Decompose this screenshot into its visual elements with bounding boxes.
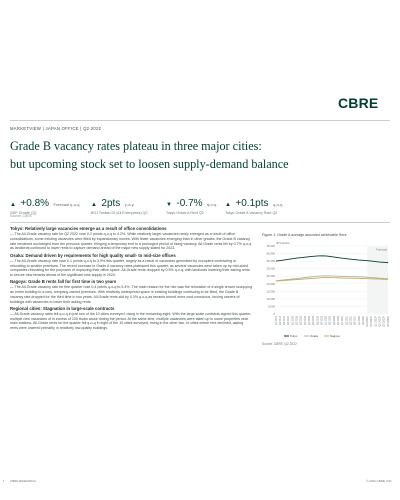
data-point-nagoya xyxy=(342,278,343,279)
y-tick-label: 45,000 xyxy=(266,244,275,248)
data-point-osaka xyxy=(326,276,327,277)
data-point-tokyo xyxy=(317,256,318,257)
data-point-osaka xyxy=(338,276,339,277)
unit-label: JPY/tsubo xyxy=(276,241,290,245)
data-point-osaka xyxy=(350,276,351,277)
data-point-tokyo xyxy=(330,256,331,257)
x-tick-label: Q2 2022 xyxy=(361,316,365,326)
section-regional xyxy=(10,306,252,331)
data-point-osaka xyxy=(288,279,289,280)
data-point-osaka xyxy=(342,276,343,277)
page-number: 1 xyxy=(3,479,5,483)
data-point-nagoya xyxy=(388,279,389,280)
data-point-tokyo xyxy=(375,261,376,262)
kpi-suffix: Forecast q-o-q xyxy=(53,202,80,207)
data-point-nagoya xyxy=(375,279,376,280)
data-point-tokyo xyxy=(326,256,327,257)
data-point-osaka xyxy=(359,277,360,278)
footer-left: CBRE RESEARCH xyxy=(10,479,36,483)
figure-source: Source: CBRE, Q2 2022 xyxy=(262,342,297,346)
data-point-osaka xyxy=(355,276,356,277)
data-point-nagoya xyxy=(363,278,364,279)
data-point-tokyo xyxy=(350,259,351,260)
kpi-tokyo-vacancy xyxy=(225,193,282,215)
y-tick-label: 0 xyxy=(273,312,275,316)
kpi-caption: Tokyo Grade A Vacancy Rate Q2 xyxy=(225,211,278,215)
data-point-tokyo xyxy=(359,260,360,261)
data-point-nagoya xyxy=(371,279,372,280)
page-headline xyxy=(10,137,390,173)
x-tick-label: Q4 2017 xyxy=(287,316,291,326)
x-tick-label: Q4 2021 xyxy=(353,316,357,326)
data-point-tokyo xyxy=(388,262,389,263)
x-tick-label: Q2 2023F xyxy=(378,316,382,327)
kpi-gdp xyxy=(10,193,80,215)
data-point-nagoya xyxy=(296,279,297,280)
data-point-tokyo xyxy=(276,261,277,262)
headline-line-1: Grade B vacancy rates plateau in three major cities: xyxy=(10,139,262,153)
data-point-nagoya xyxy=(359,278,360,279)
kpi-caption: Tokyo Grade A Rent Q2 xyxy=(166,211,204,215)
data-point-nagoya xyxy=(321,277,322,278)
data-point-tokyo xyxy=(305,257,306,258)
x-tick-label: Q4 2020 xyxy=(337,316,341,326)
x-tick-label: Q1 2023F xyxy=(374,316,378,327)
data-point-nagoya xyxy=(350,278,351,279)
x-tick-label: Q1 2020 xyxy=(324,316,328,326)
data-point-tokyo xyxy=(301,257,302,258)
cbre-logo: CBRE xyxy=(338,95,379,111)
data-point-nagoya xyxy=(346,278,347,279)
y-tick-label: 20,000 xyxy=(266,281,275,286)
data-point-osaka xyxy=(309,277,310,278)
data-point-tokyo xyxy=(379,262,380,263)
legend-label-nagoya: Nagoya xyxy=(330,334,340,338)
data-point-tokyo xyxy=(334,257,335,258)
body-rule xyxy=(10,222,390,223)
section-paragraph: — The All-Grade vacancy rate rose 0.1 points q-o-q to 3.9% this quarter, largely as a result of vacancies generated by occupiers contracting or relocating to smaller premises. The recent increase in Grade A vacancy rates plateaued this quarter, as several vacancies were taken up by mid-sized companies relocating for the purposes of improving their office space. All-Grade rents dropped by 0.5% q-o-q, with landlords lowering their asking rents to secure new tenants ahead of the significant new supply in 2024. xyxy=(10,258,250,277)
data-point-nagoya xyxy=(288,280,289,281)
data-point-tokyo xyxy=(367,260,368,261)
header-rule xyxy=(10,120,390,121)
data-point-osaka xyxy=(321,276,322,277)
data-point-osaka xyxy=(379,278,380,279)
data-point-osaka xyxy=(301,278,302,279)
kpi-tankan xyxy=(91,193,147,215)
x-tick-label: Q1 2019 xyxy=(307,316,311,326)
y-tick-label: 40,000 xyxy=(266,251,275,256)
data-point-tokyo xyxy=(384,262,385,263)
forecast-label: Forecast xyxy=(376,247,387,252)
x-tick-label: Q4 2018 xyxy=(303,316,307,326)
x-tick-label: Q2 2017 xyxy=(278,316,282,326)
data-point-tokyo xyxy=(313,256,314,257)
kpi-source: Source: CBRE xyxy=(10,214,33,218)
data-point-tokyo xyxy=(338,257,339,258)
data-point-tokyo xyxy=(355,259,356,260)
data-point-tokyo xyxy=(288,259,289,260)
data-point-osaka xyxy=(371,277,372,278)
up-arrow-icon: ▲ xyxy=(225,202,231,208)
footer-right: © 2022 CBRE, INC. xyxy=(366,479,393,483)
data-point-nagoya xyxy=(379,279,380,280)
data-point-nagoya xyxy=(338,278,339,279)
section-tokyo xyxy=(10,226,252,251)
data-point-nagoya xyxy=(330,277,331,278)
kpi-tokyo-rent xyxy=(166,193,216,215)
kpi-suffix: y-o-y xyxy=(124,202,134,207)
data-point-tokyo xyxy=(309,256,310,257)
data-point-tokyo xyxy=(363,260,364,261)
data-point-nagoya xyxy=(276,281,277,282)
data-point-nagoya xyxy=(292,280,293,281)
data-point-osaka xyxy=(317,276,318,277)
x-tick-label: Q1 2018 xyxy=(291,316,295,326)
y-tick-label: 10,000 xyxy=(266,296,275,301)
x-tick-label: Q2 2020 xyxy=(328,316,332,326)
x-tick-label: Q3 2021 xyxy=(349,316,353,326)
data-point-osaka xyxy=(313,276,314,277)
data-point-osaka xyxy=(330,276,331,277)
kpi-value: -0.7% xyxy=(176,198,203,209)
data-point-osaka xyxy=(292,279,293,280)
data-point-nagoya xyxy=(284,280,285,281)
data-point-osaka xyxy=(346,276,347,277)
data-point-nagoya xyxy=(384,279,385,280)
x-tick-label: Q2 2021 xyxy=(345,316,349,326)
data-point-osaka xyxy=(334,276,335,277)
data-point-tokyo xyxy=(284,260,285,261)
rent-line-chart xyxy=(260,238,392,338)
x-tick-label: Q2 2019 xyxy=(312,316,316,326)
x-tick-label: Q4 2019 xyxy=(320,316,324,326)
report-topline: MARKETVIEW | JAPAN OFFICE | Q2 2022 xyxy=(10,126,102,131)
data-point-osaka xyxy=(384,278,385,279)
section-paragraph: — All-Grade vacancy rates fell q-o-q in just two of the 10 cities surveyed, rising in the remaining eight. With the large-scale contracts signed this quarter, multiple new vacancies of in excess of 100 tsubo arose during the period. At the same time, multiple vacancies were taken up in some properties near main stations. All-Grade rents for the quarter fell q-o-q in eight of the 10 cities surveyed, rising in the other two. In cities where rent declined, asking rents were lowered primarily in relatively low-quality buildings. xyxy=(10,312,252,331)
x-tick-label: Q3 2022F xyxy=(366,316,370,327)
up-arrow-icon: ▲ xyxy=(10,202,16,208)
x-tick-label: Q3 2020 xyxy=(332,316,336,326)
kpi-caption: BOJ Tankan DI (All Enterprises) Q2 xyxy=(91,211,148,215)
data-point-tokyo xyxy=(371,261,372,262)
data-point-osaka xyxy=(296,278,297,279)
figure-title: Figure 1: Grade A average assumed achievable Rent xyxy=(262,233,347,237)
section-heading: Osaka: Demand driven by requirements for high quality small- to mid-size offices xyxy=(10,252,176,258)
kpi-caption: GDP Growth (Q) xyxy=(10,211,37,215)
kpi-value: +0.1pts xyxy=(235,198,269,209)
data-point-nagoya xyxy=(317,278,318,279)
x-tick-label: Q3 2018 xyxy=(299,316,303,326)
y-tick-label: 30,000 xyxy=(266,266,275,271)
kpi-suffix: q-o-q xyxy=(206,202,217,207)
data-point-nagoya xyxy=(305,279,306,280)
data-point-nagoya xyxy=(326,277,327,278)
data-point-osaka xyxy=(367,277,368,278)
data-point-tokyo xyxy=(321,256,322,257)
data-point-tokyo xyxy=(346,258,347,259)
body-text xyxy=(10,226,252,332)
data-point-nagoya xyxy=(280,281,281,282)
data-point-tokyo xyxy=(342,258,343,259)
kpi-value: +0.8% xyxy=(20,198,50,209)
section-heading: Tokyo: Relatively large vacancies emerge as a result of office consolidations xyxy=(10,226,167,231)
data-point-osaka xyxy=(305,277,306,278)
section-nagoya xyxy=(10,279,252,304)
data-point-nagoya xyxy=(313,278,314,279)
x-tick-label: Q3 2019 xyxy=(316,316,320,326)
section-osaka xyxy=(10,253,252,278)
headline-line-2: but upcoming stock set to loosen supply-demand balance xyxy=(10,157,289,171)
kpi-suffix: q-o-q xyxy=(272,202,283,207)
x-tick-label: Q4 2022F xyxy=(370,316,374,327)
data-point-nagoya xyxy=(301,279,302,280)
data-point-tokyo xyxy=(292,258,293,259)
section-paragraph: — The All-Grade vacancy rate for Q2 2022 rose 0.2 points q-o-q to 4.2%. While relatively larger vacancies newly emerged as a result of office consolidations, some existing vacancies were filled by expansionary moves. With fewer vacancies emerging than in other grades, the Grade B vacancy rate remained unchanged from the previous quarter, bringing a temporary end to a prolonged period of rising vacancy. All-Grade rents fell by 0.7% q-o-q as landlords continued to lower rents to capture demand ahead of the major new supply slated for 2023. xyxy=(10,232,252,251)
y-tick-label: 15,000 xyxy=(266,289,275,294)
up-arrow-icon: ▲ xyxy=(91,202,97,208)
data-point-nagoya xyxy=(355,278,356,279)
y-tick-label: 35,000 xyxy=(266,259,275,264)
y-tick-label: 25,000 xyxy=(266,274,275,279)
data-point-osaka xyxy=(388,278,389,279)
forecast-region xyxy=(367,246,388,314)
data-point-osaka xyxy=(363,277,364,278)
x-tick-label: Q3 2017 xyxy=(283,316,287,326)
section-heading: Nagoya: Grade B rents fall for first time in two years xyxy=(10,279,117,285)
x-tick-label: Q1 2022 xyxy=(357,316,361,326)
x-tick-label: Q2 2018 xyxy=(295,316,299,326)
data-point-osaka xyxy=(375,278,376,279)
data-point-nagoya xyxy=(367,278,368,279)
data-point-tokyo xyxy=(280,260,281,261)
x-tick-label: Q1 2017 xyxy=(274,316,278,326)
y-tick-label: 5,000 xyxy=(268,304,275,309)
x-tick-label: Q3 2023F xyxy=(382,316,386,327)
kpi-value: 2pts xyxy=(101,198,121,209)
section-paragraph: — The All-Grade vacancy rate for fine quarter rose 0.4 points q-o-q to 5.4%. The main reason for the rise was the relocation of a single tenant occupying an entire building to a new, company-owned premises. With relatively widespread space in existing buildings continuing to be filled, the Grade B vacancy rate dropped for the third time in two years. All-Grade rents slid by 0.3% q-o-q as tenants turned more cost-conscious, forcing owners of buildings with vacancies to lower their asking rents. xyxy=(10,285,252,304)
legend-label-tokyo: Tokyo xyxy=(290,334,298,338)
data-point-nagoya xyxy=(334,277,335,278)
legend-label-osaka: Osaka xyxy=(310,334,319,338)
x-tick-label: Q1 2021 xyxy=(341,316,345,326)
down-arrow-icon: ▼ xyxy=(166,202,172,208)
data-point-tokyo xyxy=(296,258,297,259)
x-tick-label: Q4 2023F xyxy=(386,316,390,327)
data-point-nagoya xyxy=(309,278,310,279)
section-heading: Regional cities: Stagnation in large-scale contracts xyxy=(10,305,115,311)
